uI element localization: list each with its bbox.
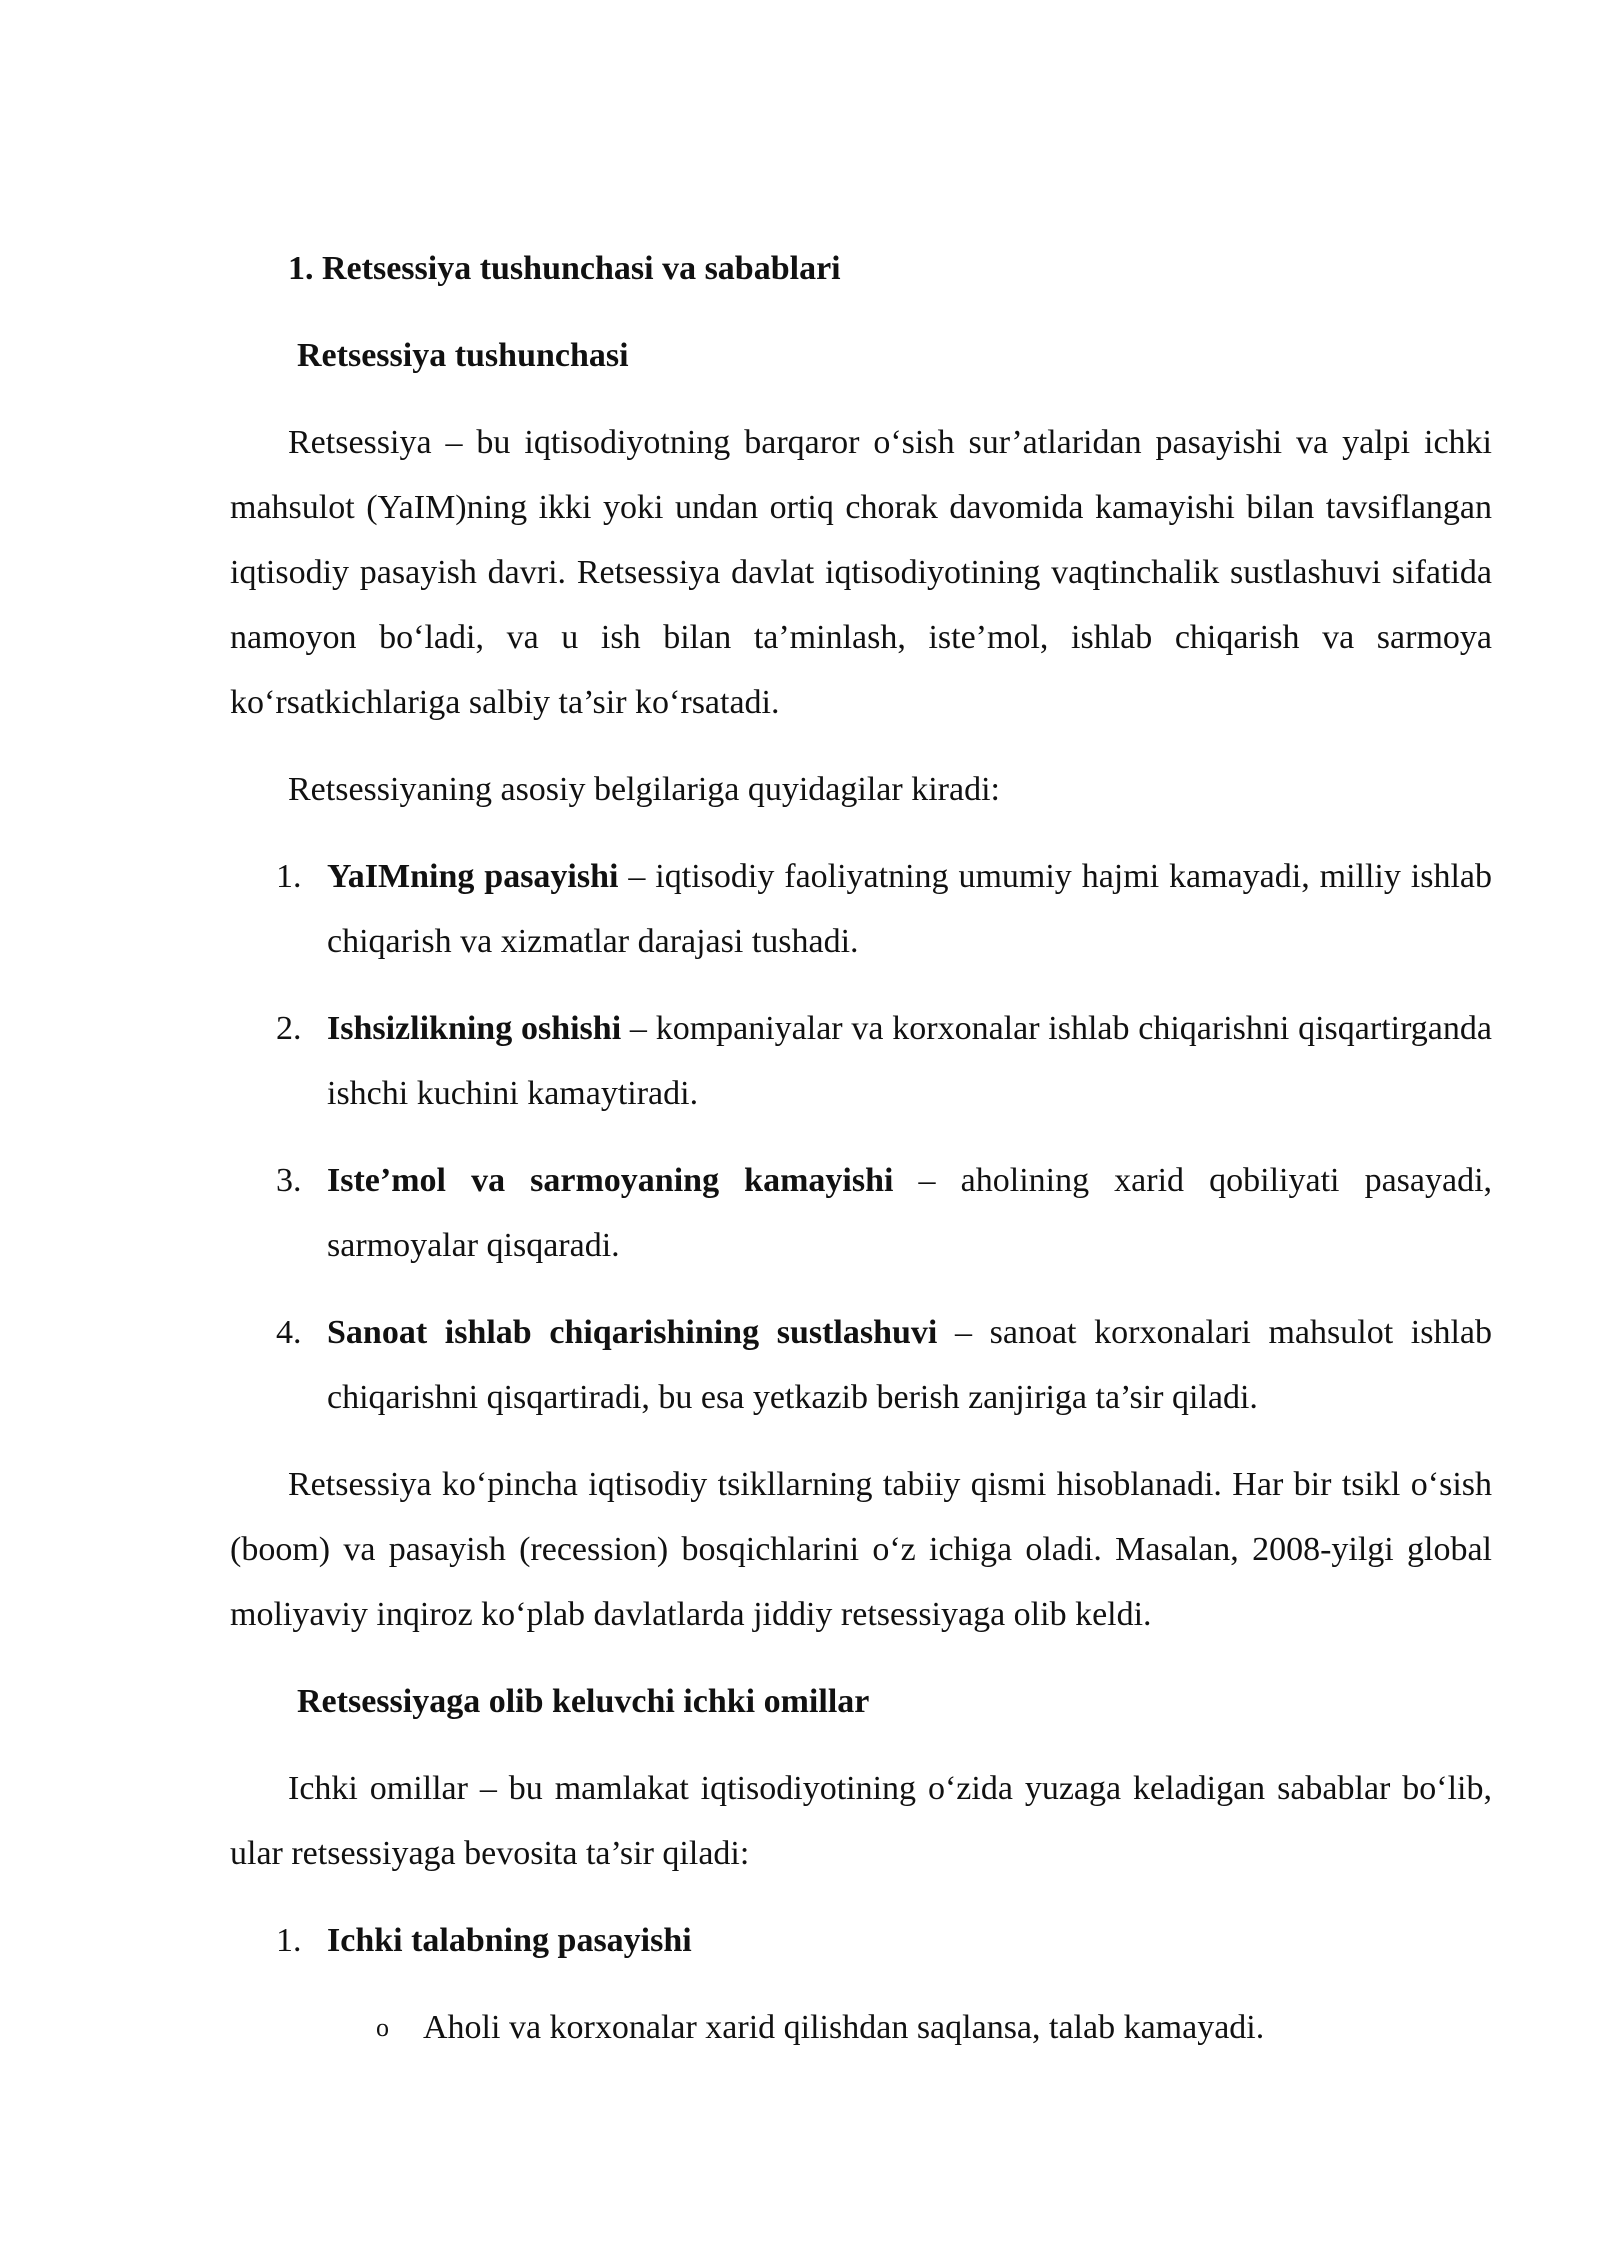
list-item-term: Iste’mol va sarmoyaning kamayishi [327, 1162, 894, 1199]
cycles-paragraph: Retsessiya ko‘pincha iqtisodiy tsikllarning tabiiy qismi hisoblanadi. Har bir tsikl o‘sish (boom) va pasayish (recession) bosqichlarini o‘z ichiga oladi. Masalan, 2008-yilgi global moliyaviy inqiroz ko‘plab davlatlarda jiddiy retsessiyaga olib keldi. [230, 1466, 1492, 1633]
section-title: 1. Retsessiya tushunchasi va sabablari [288, 250, 841, 287]
list-item [230, 996, 1492, 1126]
list-number: 3. [276, 1162, 302, 1199]
list-item [230, 1908, 1492, 1973]
signs-intro-paragraph: Retsessiyaning asosiy belgilariga quyidagilar kiradi: [288, 771, 1000, 808]
sub-bullet-list [230, 1995, 1492, 2060]
list-number: 4. [276, 1314, 302, 1351]
bullet-text: Aholi va korxonalar xarid qilishdan saqlansa, talab kamayadi. [423, 2009, 1265, 2046]
list-item [230, 1300, 1492, 1430]
list-item [230, 844, 1492, 974]
list-item-term: Sanoat ishlab chiqarishining sustlashuvi [327, 1314, 938, 1351]
list-number: 2. [276, 1010, 302, 1047]
subsection-title-internal-factors: Retsessiyaga olib keluvchi ichki omillar [297, 1683, 870, 1720]
list-item-term: Ichki talabning pasayishi [327, 1922, 692, 1959]
signs-list [230, 844, 1492, 1430]
list-number: 1. [276, 858, 302, 895]
list-item-term: Ishsizlikning oshishi [327, 1010, 622, 1047]
internal-factors-paragraph: Ichki omillar – bu mamlakat iqtisodiyotining o‘zida yuzaga keladigan sabablar bo‘lib, ular retsessiyaga bevosita ta’sir qiladi: [230, 1770, 1492, 1872]
list-item [230, 1148, 1492, 1278]
list-item-term: YaIMning pasayishi [327, 858, 619, 895]
list-item-text: – kompaniyalar va korxonalar ishlab chiqarishni qisqartirganda ishchi kuchini kamaytiradi. [327, 1010, 1492, 1112]
internal-factors-list [230, 1908, 1492, 1973]
subsection-title-concept: Retsessiya tushunchasi [297, 337, 629, 374]
list-item-text: – iqtisodiy faoliyatning umumiy hajmi kamayadi, milliy ishlab chiqarish va xizmatlar darajasi tushadi. [327, 858, 1493, 960]
list-item-text: – sanoat korxonalari mahsulot ishlab chiqarishni qisqartiradi, bu esa yetkazib berish zanjiriga ta’sir qiladi. [327, 1314, 1492, 1416]
bullet-item [230, 1995, 1492, 2060]
list-item-text: – aholining xarid qobiliyati pasayadi, sarmoyalar qisqaradi. [327, 1162, 1493, 1264]
definition-paragraph: Retsessiya – bu iqtisodiyotning barqaror o‘sish sur’atlaridan pasayishi va yalpi ichki mahsulot (YaIM)ning ikki yoki undan ortiq chorak davomida kamayishi bilan tavsiflangan iqtisodiy pasayish davri. Retsessiya davlat iqtisodiyotining vaqtinchalik sustlashuvi sifatida namoyon bo‘ladi, va u ish bilan ta’minlash, iste’mol, ishlab chiqarish va sarmoya ko‘rsatkichlariga salbiy ta’sir ko‘rsatadi. [230, 424, 1492, 721]
bullet-marker: o [376, 2013, 389, 2042]
list-number: 1. [276, 1922, 302, 1959]
